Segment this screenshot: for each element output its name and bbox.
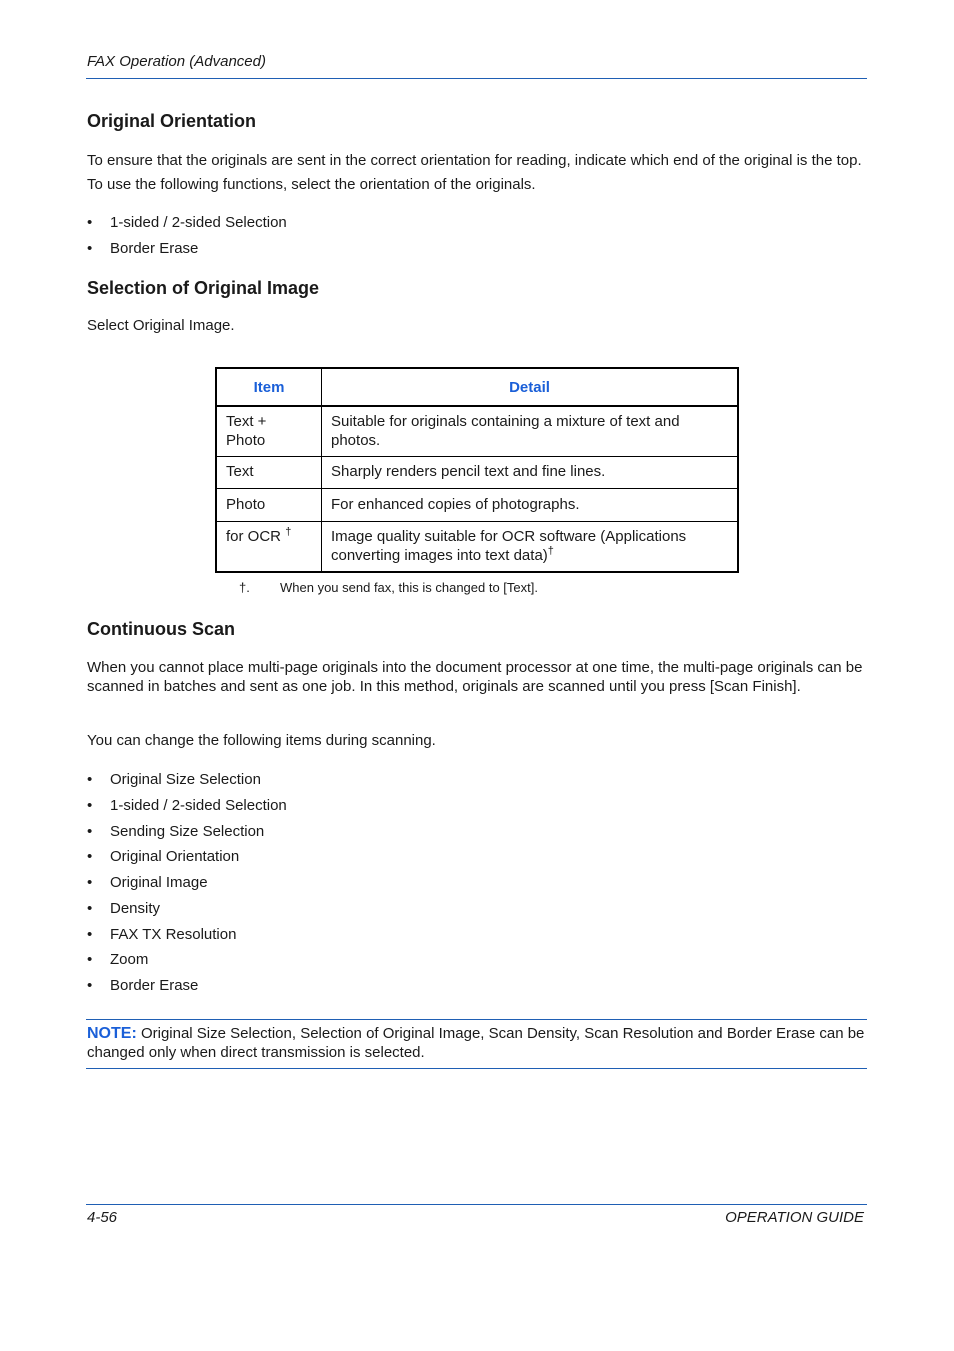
detail-cell: Sharply renders pencil text and fine lines. — [322, 457, 739, 489]
note-top-rule — [86, 1019, 867, 1020]
guide-title: OPERATION GUIDE — [725, 1209, 864, 1226]
list-item: • Original Orientation — [87, 844, 287, 870]
list-item: • Border Erase — [87, 973, 287, 999]
list-item: • 1-sided / 2-sided Selection — [87, 793, 287, 819]
item-cell: Text — [216, 457, 322, 489]
list-item: • Sending Size Selection — [87, 819, 287, 845]
continuous-scan-body-2: You can change the following items during scanning. — [87, 732, 436, 749]
list-item: • Border Erase — [87, 236, 287, 262]
footer-rule — [86, 1204, 867, 1205]
item-cell — [216, 522, 322, 573]
list-item: • Original Image — [87, 870, 287, 896]
page-number: 4-56 — [87, 1209, 118, 1226]
detail-cell: Suitable for originals containing a mixture of text and photos. — [322, 406, 739, 457]
detail-cell — [322, 522, 739, 573]
running-header: FAX Operation (Advanced) — [87, 53, 266, 70]
table-footnote — [239, 580, 538, 595]
list-item: • Density — [87, 896, 287, 922]
footnote-marker: † — [285, 526, 292, 538]
column-header-item: Item — [216, 368, 322, 406]
column-header-detail: Detail — [322, 368, 739, 406]
table-row — [216, 457, 738, 489]
item-text: Text + Photo — [226, 413, 267, 449]
note-label: NOTE: — [87, 1025, 137, 1042]
list-item: • FAX TX Resolution — [87, 922, 287, 948]
detail-cell: For enhanced copies of photographs. — [322, 489, 739, 522]
note-text: Original Size Selection, Selection of Original Image, Scan Density, Scan Resolution and Border Erase can be changed only when direct transmission is selected. — [87, 1025, 865, 1061]
scan-items-list — [87, 767, 287, 999]
table-row — [216, 522, 738, 573]
heading-original-orientation: Original Orientation — [87, 111, 257, 131]
table-header-row — [216, 368, 738, 406]
detail-text: Image quality suitable for OCR software (Applications converting images into text data) — [331, 528, 687, 564]
note-bottom-rule — [86, 1068, 867, 1069]
original-orientation-body: To ensure that the originals are sent in the correct orientation for reading, indicate which end of the original is the top. To use the following functions, select the orientation of the originals. — [87, 152, 862, 193]
item-cell — [216, 406, 322, 457]
original-orientation-list — [87, 210, 287, 262]
selection-body: Select Original Image. — [87, 317, 235, 334]
table-row — [216, 406, 738, 457]
footnote-mark: †. — [239, 580, 250, 595]
list-item: • 1-sided / 2-sided Selection — [87, 210, 287, 236]
heading-continuous-scan: Continuous Scan — [87, 619, 235, 639]
note-box — [87, 1024, 867, 1062]
list-item: • Original Size Selection — [87, 767, 287, 793]
original-image-table — [215, 367, 739, 573]
footnote-marker: † — [547, 545, 554, 557]
header-rule — [86, 78, 867, 79]
footnote-text: When you send fax, this is changed to [Text]. — [280, 580, 538, 595]
list-item: • Zoom — [87, 947, 287, 973]
continuous-scan-body: When you cannot place multi-page originals into the document processor at one time, the multi-page originals can be scanned in batches and sent as one job. In this method, originals are scanned until you press [Scan Finish]. — [87, 659, 863, 695]
item-cell: Photo — [216, 489, 322, 522]
table-row — [216, 489, 738, 522]
item-text: for OCR — [226, 528, 286, 545]
heading-selection-of-original-image: Selection of Original Image — [87, 278, 320, 298]
